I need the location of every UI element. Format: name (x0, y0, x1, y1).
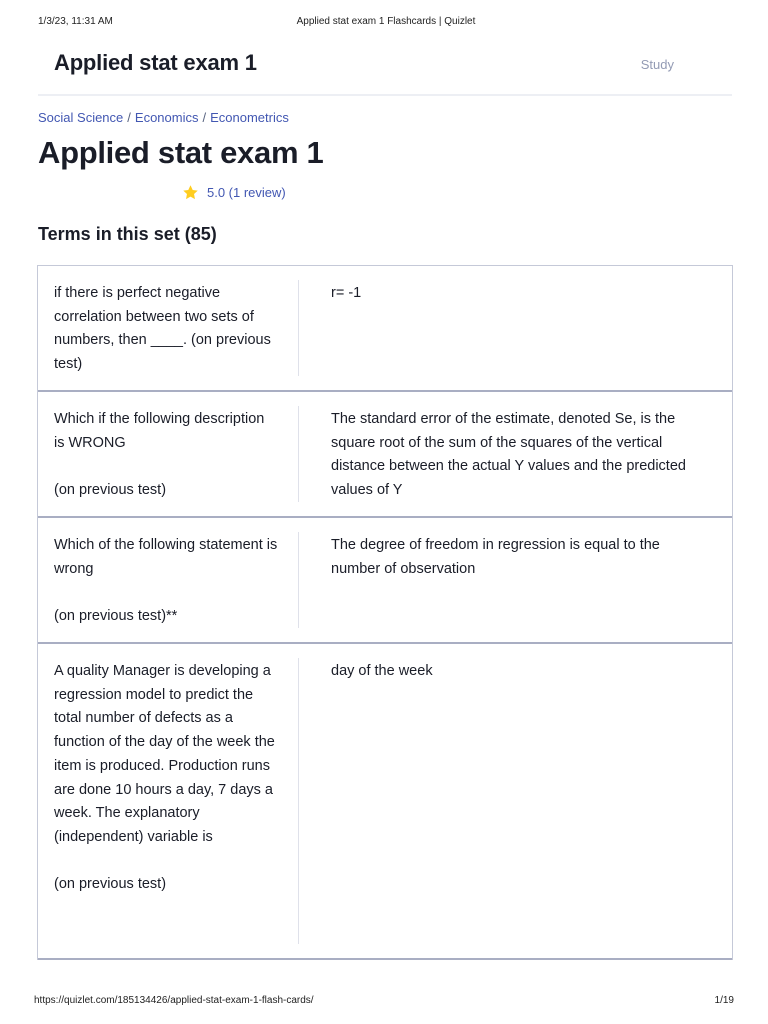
breadcrumb-economics[interactable]: Economics (134, 110, 199, 125)
term-text: Which of the following statement is wrong (on previous test)** (54, 537, 278, 625)
card-divider (298, 532, 299, 628)
print-header (38, 16, 734, 30)
term-text: if there is perfect negative correlation between two sets of numbers, then ____. (on previous test) (54, 285, 271, 373)
topbar-set-title: Applied stat exam 1 (54, 50, 257, 75)
breadcrumb (38, 110, 289, 125)
page-title: Applied stat exam 1 (38, 135, 324, 170)
term-text: A quality Manager is developing a regression model to predict the total number of defects as a function of the day of the week the item is produced. Production runs are done 10 hours a day, 7 days a week. The explanatory (independent) variable is (on previous test) (54, 663, 275, 893)
definition-text: day of the week (331, 663, 433, 679)
rating[interactable] (182, 184, 286, 201)
breadcrumb-social-science[interactable]: Social Science (38, 110, 124, 125)
rating-text: 5.0 (1 review) (207, 185, 286, 200)
definition-text: r= -1 (331, 285, 362, 301)
study-button[interactable]: Study (640, 57, 674, 72)
term-card (38, 266, 732, 392)
card-divider (298, 658, 299, 944)
print-page-title: Applied stat exam 1 Flashcards | Quizlet (296, 16, 476, 27)
definition-text: The degree of freedom in regression is equal to the number of observation (331, 537, 660, 577)
card-divider (298, 406, 299, 502)
print-url: https://quizlet.com/185134426/applied-stat-exam-1-flash-cards/ (34, 995, 314, 1006)
breadcrumb-separator: / (127, 110, 131, 125)
definition-text: The standard error of the estimate, denoted Se, is the square root of the sum of the squares of the vertical distance between the actual Y values and the predicted values of Y (331, 411, 686, 499)
terms-list (37, 265, 733, 960)
term-text: Which if the following description is WRONG (on previous test) (54, 411, 265, 499)
print-datetime: 1/3/23, 11:31 AM (38, 16, 113, 27)
terms-heading: Terms in this set (85) (38, 224, 217, 244)
breadcrumb-separator: / (202, 110, 207, 125)
term-card (38, 518, 732, 644)
card-divider (298, 280, 299, 376)
print-footer (34, 995, 734, 1009)
term-card (38, 392, 732, 518)
breadcrumb-econometrics[interactable]: Econometrics (210, 110, 289, 125)
star-icon (182, 184, 199, 201)
term-card (38, 644, 732, 960)
top-bar (38, 40, 732, 96)
page-number: 1/19 (714, 995, 734, 1006)
